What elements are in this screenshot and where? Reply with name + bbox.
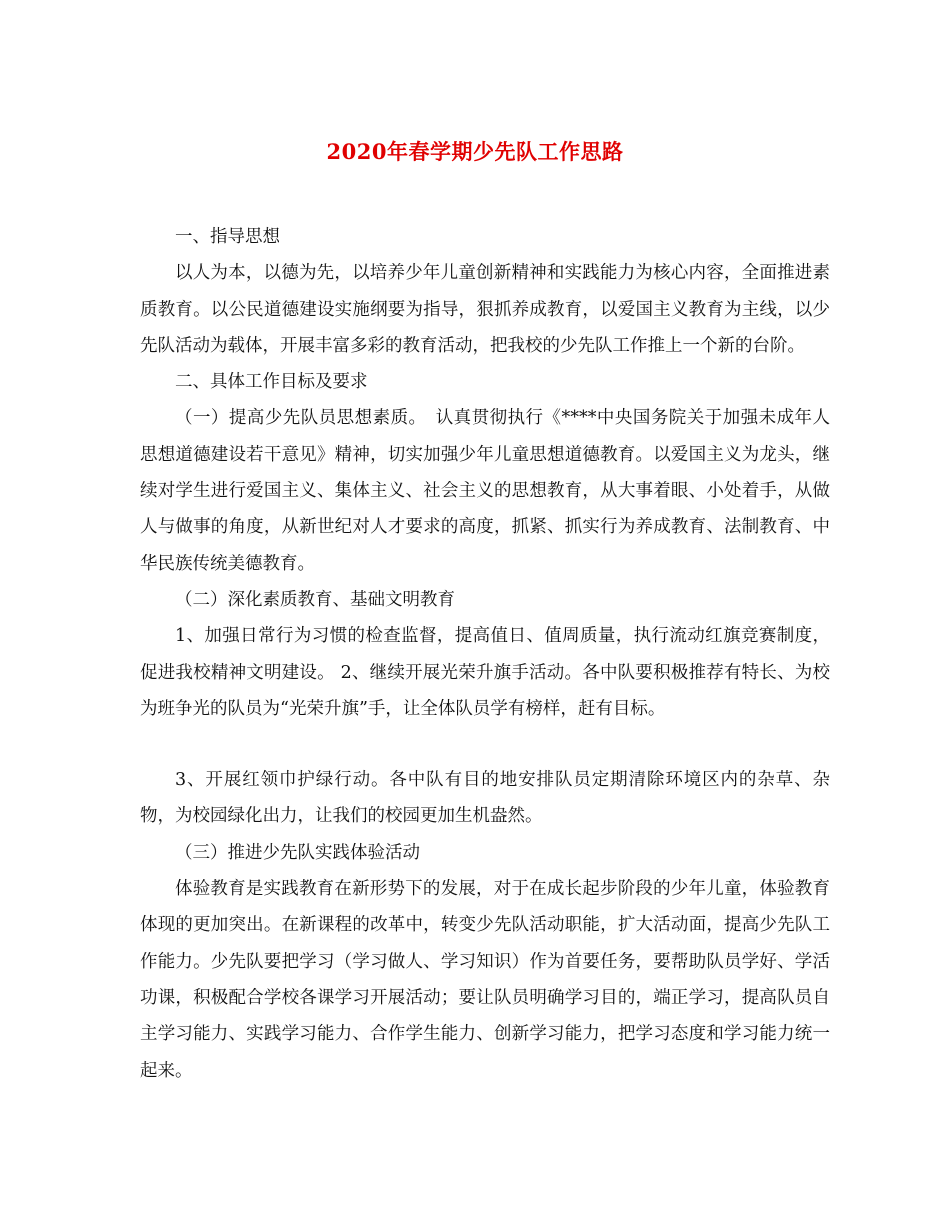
document-title: 2020年春学期少先队工作思路 [326, 139, 624, 164]
paragraph-guiding-thought: 以人为本，以德为先，以培养少年儿童创新精神和实践能力为核心内容，全面推进素质教育。以公民道德建设实施纲要为指导，狠抓养成教育，以爱国主义教育为主线，以少先队活动为载体，开展丰富多彩的教育活动，把我校的少先队工作推上一个新的台阶。 [140, 263, 830, 356]
subheading-goal-3: （三）推进少先队实践体验活动 [175, 842, 420, 863]
section-heading-goals: 二、具体工作目标及要求 [175, 372, 368, 393]
section-heading-guiding-thought: 一、指导思想 [175, 227, 280, 247]
paragraph-goal-1: （一）提高少先队员思想素质。 认真贯彻执行《****中央国务院关于加强未成年人思想道德建设若干意见》精神，切实加强少年儿童思想道德教育。以爱国主义为龙头，继续对学生进行爱国主义、集体主义、社会主义的思想教育，从大事着眼、小处着手，从做人与做事的角度，从新世纪对人才要求的高度，抓紧、抓实行为养成教育、法制教育、中华民族传统美德教育。 [140, 408, 830, 574]
paragraph-goal-3: 体验教育是实践教育在新形势下的发展，对于在成长起步阶段的少年儿童，体验教育体现的更加突出。在新课程的改革中，转变少先队活动职能，扩大活动面，提高少先队工作能力。少先队要把学习（学习做人、学习知识）作为首要任务，要帮助队员学好、学活功课，积极配合学校各课学习开展活动；要让队员明确学习目的，端正学习，提高队员自主学习能力、实践学习能力、合作学生能力、创新学习能力，把学习态度和学习能力统一起来。 [140, 879, 830, 1081]
paragraph-goal-2-item-3: 3、开展红领巾护绿行动。各中队有目的地安排队员定期清除环境区内的杂草、杂物，为校园绿化出力，让我们的校园更加生机盎然。 [140, 770, 830, 827]
subheading-goal-2: （二）深化素质教育、基础文明教育 [175, 589, 455, 610]
document-body [140, 219, 830, 1089]
paragraph-goal-2-items-1-2: 1、加强日常行为习惯的检查监督，提高值日、值周质量，执行流动红旗竞赛制度，促进我校精神文明建设。 2、继续开展光荣升旗手活动。各中队要积极推荐有特长、为校为班争光的队员为“光荣升旗”手，让全体队员学有榜样，赶有目标。 [140, 626, 830, 719]
